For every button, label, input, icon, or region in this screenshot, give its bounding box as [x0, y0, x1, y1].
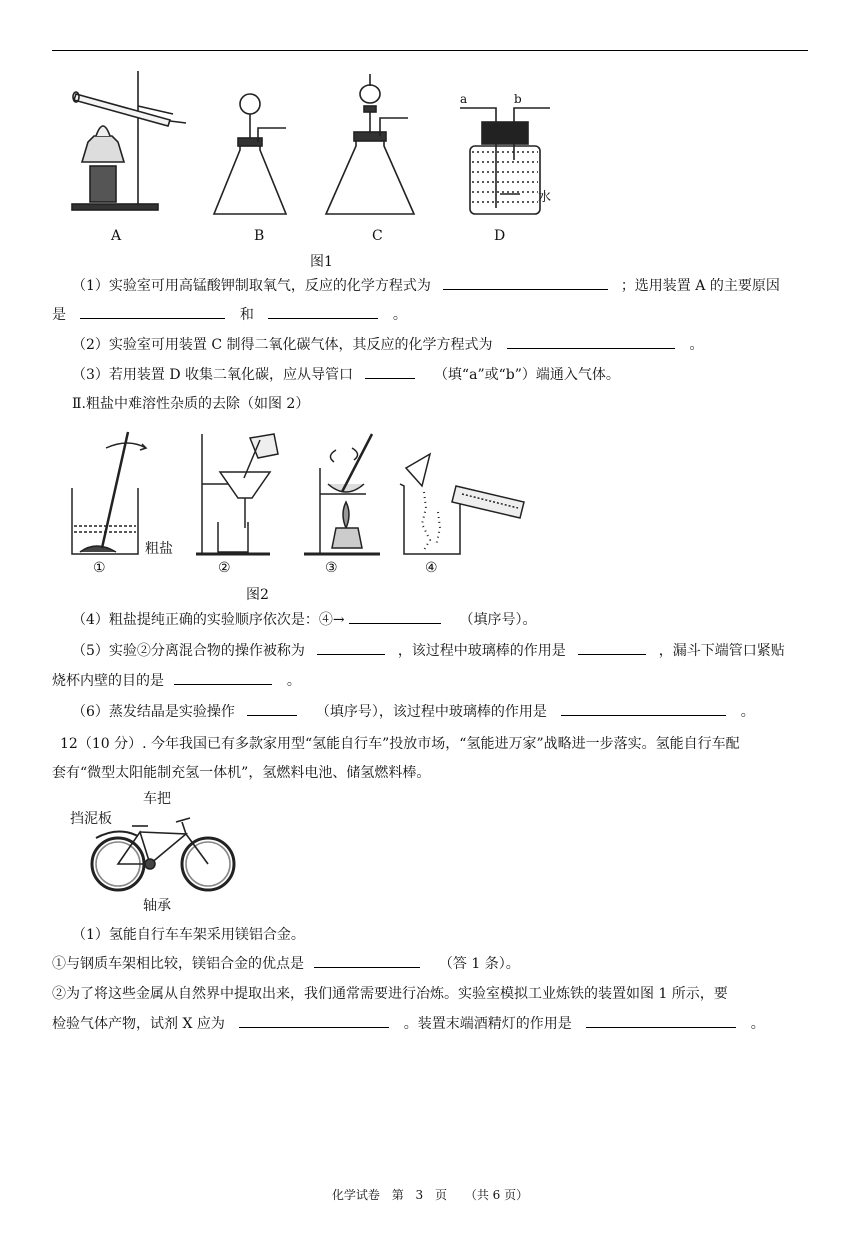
step-1-dissolve	[72, 432, 146, 554]
q5-blank-purpose[interactable]	[174, 672, 272, 685]
fig1-tube-a: a	[460, 92, 468, 106]
fig1-label-d: D	[494, 228, 506, 244]
q12-1a-blank-advantage[interactable]	[314, 955, 420, 968]
figure-1-apparatus	[68, 66, 568, 226]
q2-text: （2）实验室可用装置 C 制得二氧化碳气体，其反应的化学方程式为	[72, 337, 493, 353]
question-4	[72, 611, 832, 629]
page-footer	[0, 1186, 860, 1203]
fig1-tube-b: b	[514, 92, 522, 106]
question-12-part-1a	[52, 955, 812, 973]
q12-1b-text-mid: 。装置末端酒精灯的作用是	[403, 1016, 572, 1032]
q1-blank-reason-2[interactable]	[268, 306, 378, 319]
q12-1a-text-end: （答 1 条）。	[438, 956, 520, 972]
q5-text-mid: ，该过程中玻璃棒的作用是	[397, 643, 566, 659]
fig1-label-b: B	[254, 228, 265, 244]
q6-text: （6）蒸发结晶是实验操作	[72, 704, 235, 720]
q5-text-end: 。	[286, 673, 301, 689]
q6-blank-step[interactable]	[247, 703, 297, 716]
q6-text-mid: （填序号），该过程中玻璃棒的作用是	[315, 704, 547, 720]
q5-text-mid2: ，漏斗下端管口紧贴	[658, 643, 785, 659]
q5-text: （5）实验②分离混合物的操作被称为	[72, 643, 305, 659]
apparatus-b	[214, 94, 286, 214]
fig2-step-4: ④	[425, 560, 438, 576]
question-5-line-1	[72, 642, 812, 660]
q1-blank-equation[interactable]	[443, 277, 608, 290]
q12-1b-text: 检验气体产物，试剂 X 应为	[52, 1016, 225, 1032]
q12-1b-blank-reagent[interactable]	[239, 1015, 389, 1028]
question-12-part-1b-line-1: ②为了将这些金属从自然界中提取出来，我们通常需要进行冶炼。实验室模拟工业炼铁的装置如图 1 所示，要	[52, 986, 728, 1002]
question-1-line-1	[72, 277, 812, 295]
question-12-line-1: 12（10 分）. 今年我国已有多款家用型“氢能自行车”投放市场，“氢能进万家”战略进一步落实。氢能自行车配	[60, 736, 740, 752]
q12-1b-blank-lamp-role[interactable]	[586, 1015, 736, 1028]
figure-2-salt-purification	[66, 428, 526, 558]
q12-1a-text: ①与钢质车架相比较，镁铝合金的优点是	[52, 956, 304, 972]
question-12-part-1b-line-2	[52, 1015, 812, 1033]
q5-blank-rod-role[interactable]	[578, 642, 646, 655]
q1-blank-reason-1[interactable]	[80, 306, 225, 319]
q1-text-l2: 是	[52, 307, 66, 323]
bicycle-figure	[90, 810, 240, 895]
question-2	[72, 336, 832, 354]
fig2-caption: 图2	[246, 587, 269, 603]
step-4-transfer	[400, 454, 524, 554]
fig2-step-1: ①	[93, 560, 106, 576]
section-2-title: Ⅱ.粗盐中难溶性杂质的去除（如图 2）	[72, 396, 310, 412]
apparatus-d	[460, 108, 550, 214]
q4-text-end: （填序号）。	[459, 612, 537, 628]
q5-text-l2: 烧杯内壁的目的是	[52, 673, 164, 689]
fig1-water-label: 水	[538, 190, 552, 205]
footer-page-number: 3	[415, 1188, 424, 1202]
question-12-line-2: 套有“微型太阳能制充氢一体机”，氢燃料电池、储氢燃料棒。	[52, 765, 431, 781]
footer-subject: 化学试卷	[331, 1188, 380, 1202]
footer-di: 第	[391, 1188, 404, 1202]
footer-ye: 页	[435, 1188, 448, 1202]
q4-blank-order[interactable]	[349, 611, 441, 624]
bike-handlebar-label: 车把	[143, 791, 171, 807]
q1-text: （1）实验室可用高锰酸钾制取氧气，反应的化学方程式为	[72, 278, 431, 294]
q2-blank-equation[interactable]	[507, 336, 675, 349]
fig2-step-3: ③	[325, 560, 338, 576]
q4-text: （4）粗盐提纯正确的实验顺序依次是：④→	[72, 612, 345, 628]
apparatus-a	[72, 71, 186, 210]
q12-1b-text-end: 。	[750, 1016, 765, 1032]
q5-blank-operation[interactable]	[317, 642, 385, 655]
fig1-caption: 图1	[310, 254, 333, 270]
fig2-salt-label: 粗盐	[145, 541, 173, 557]
q3-blank-port[interactable]	[365, 366, 415, 379]
question-5-line-2	[52, 672, 812, 690]
step-3-evaporate	[304, 434, 380, 554]
header-rule	[52, 50, 808, 51]
question-6	[72, 703, 832, 721]
footer-total-pages: （共 6 页）	[464, 1188, 529, 1202]
q1-text-mid: ；选用装置 A 的主要原因	[620, 278, 780, 294]
q6-text-end: 。	[740, 704, 755, 720]
question-1-line-2	[52, 306, 812, 324]
q2-text-end: 。	[689, 337, 704, 353]
q1-text-end: 。	[392, 307, 407, 323]
q3-text-end: （填“a”或“b”）端通入气体。	[433, 367, 620, 383]
q3-text: （3）若用装置 D 收集二氧化碳，应从导管口	[72, 367, 354, 383]
bike-bearing-label: 轴承	[143, 898, 171, 914]
apparatus-c	[326, 74, 414, 214]
fig2-step-2: ②	[218, 560, 231, 576]
step-2-filter	[196, 434, 278, 554]
fig1-label-a: A	[111, 228, 122, 244]
question-12-part-1: （1）氢能自行车车架采用镁铝合金。	[72, 927, 305, 943]
q6-blank-rod-role[interactable]	[561, 703, 726, 716]
q1-text-and: 和	[239, 307, 254, 323]
fig1-label-c: C	[372, 228, 383, 244]
bike-fender-label: 挡泥板	[70, 811, 112, 827]
question-3	[72, 366, 832, 384]
